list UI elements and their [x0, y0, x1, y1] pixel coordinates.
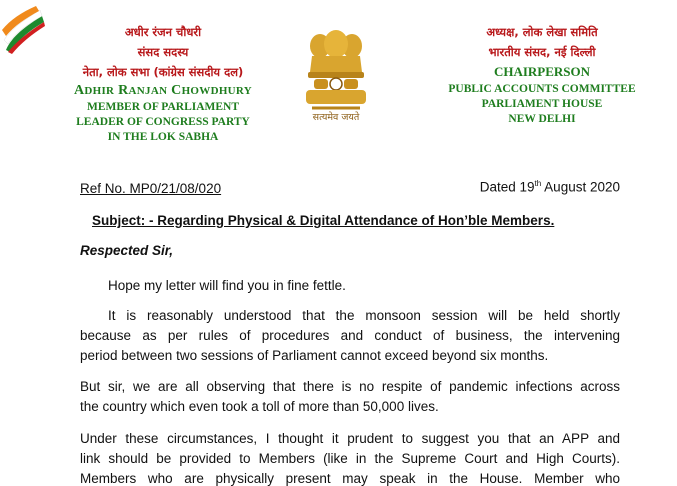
paragraph-monsoon-session: It is reasonably understood that the monsoon session will be held shortly because as per rules of procedures and conduct of business, the intervening period between two sessions of Parliament cannot exceed beyond six months. — [80, 308, 620, 363]
paragraph-greeting: Hope my letter will find you in fine fettle. — [108, 278, 346, 293]
committee-chairperson: CHAIRPERSON — [493, 64, 591, 79]
committee-hindi-title: अध्यक्ष, लोक लेखा समिति — [486, 25, 598, 39]
national-emblem — [298, 28, 374, 112]
sender-name: ADHIR RANJAN CHOWDHURY — [73, 83, 253, 98]
sender-hindi-name: अधीर रंजन चौधरी — [124, 25, 202, 39]
paragraph-app-suggestion: Under these circumstances, I thought it prudent to suggest you that an APP and link should be provided to Members (like in the Supreme Court and High Courts). Members who are physically present may speak in the House. Member who — [80, 431, 620, 486]
emblem-motto: सत्यमेव जयते — [312, 112, 360, 123]
paragraph-pandemic: But sir, we are all observing that there is no respite of pandemic infections across the country which even took a toll of more than 50,000 lives. — [80, 379, 620, 414]
committee-house: PARLIAMENT HOUSE — [481, 98, 603, 110]
committee-letterhead — [432, 22, 652, 127]
sender-hindi-title: संसद सदस्य — [137, 45, 189, 59]
sender-letterhead — [50, 22, 276, 145]
sender-hindi-role: नेता, लोक सभा (कांग्रेस संसदीय दल) — [82, 65, 244, 79]
committee-hindi-address: भारतीय संसद, नई दिल्ली — [488, 45, 596, 59]
letter-date: Dated 19th August 2020 — [479, 179, 620, 195]
sender-line-member: MEMBER OF PARLIAMENT — [86, 101, 240, 113]
committee-name: PUBLIC ACCOUNTS COMMITTEE — [448, 83, 636, 95]
congress-flag-logo — [2, 6, 46, 54]
sender-line-leader: LEADER OF CONGRESS PARTY — [76, 116, 250, 128]
committee-city: NEW DELHI — [508, 113, 576, 125]
sender-line-loksabha: IN THE LOK SABHA — [107, 131, 219, 143]
salutation: Respected Sir, — [80, 243, 174, 258]
letter-subject: Subject: - Regarding Physical & Digital Attendance of Hon’ble Members. — [92, 213, 555, 228]
reference-number: Ref No. MP0/21/08/020 — [80, 181, 222, 196]
